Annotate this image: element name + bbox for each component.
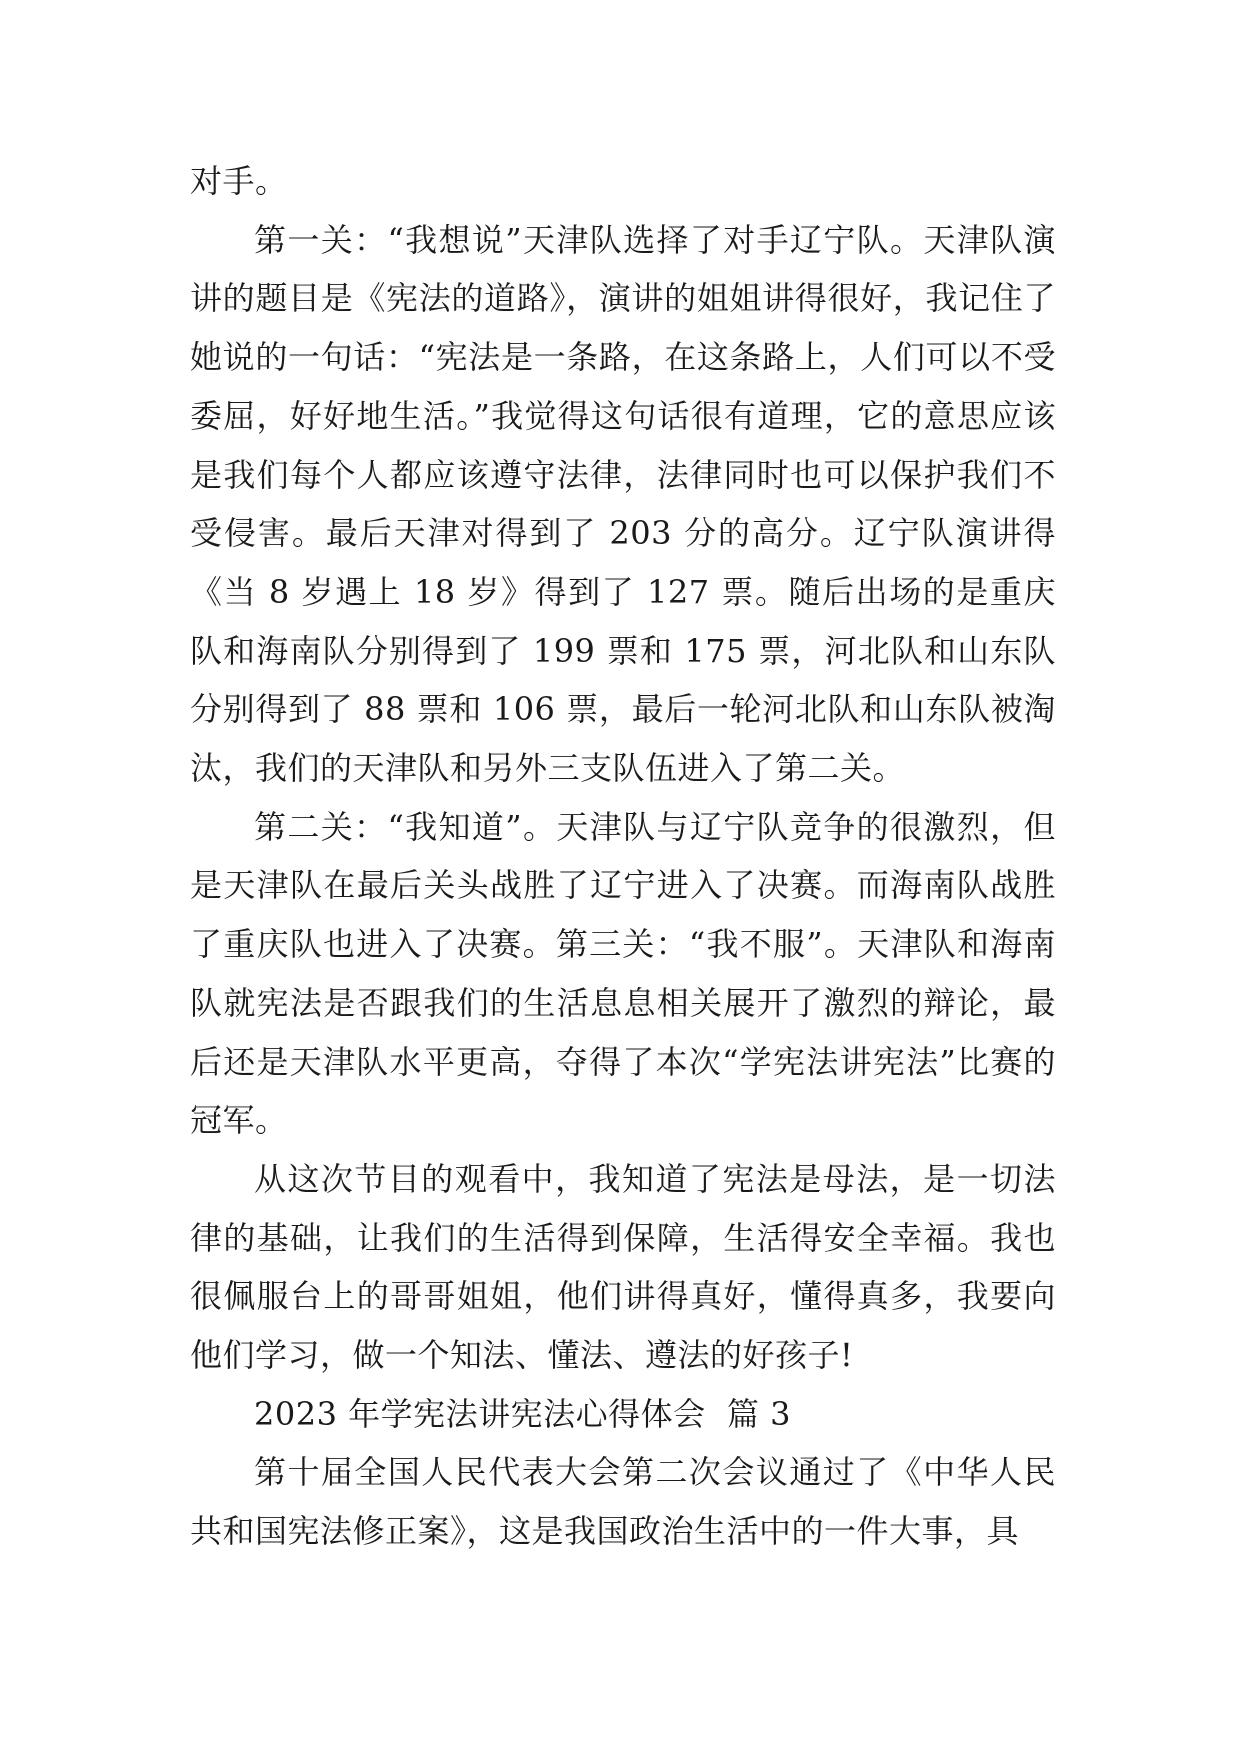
section-heading: 2023 年学宪法讲宪法心得体会 篇 3 xyxy=(254,1394,791,1433)
paragraph-conclusion: 从这次节目的观看中，我知道了宪法是母法，是一切法律的基础，让我们的生活得到保障，生活得安全幸福。我也很佩服台上的哥哥姐姐，他们讲得真好，懂得真多，我要向他们学习，做一个知法、懂法、遵法的好孩子! xyxy=(190,1159,1056,1375)
paragraph-continuation: 对手。 xyxy=(190,162,288,200)
paragraph-round-two-three: 第二关：“我知道”。天津队与辽宁队竞争的很激烈，但是天津队在最后关头战胜了辽宁进入了决赛。而海南队战胜了重庆队也进入了决赛。第三关：“我不服”。天津队和海南队就宪法是否跟我们的生活息息相关展开了激烈的辩论，最后还是天津队水平更高，夺得了本次“学宪法讲宪法”比赛的冠军。 xyxy=(190,807,1056,1140)
paragraph-section-three-intro: 第十届全国人民代表大会第二次会议通过了《中华人民共和国宪法修正案》，这是我国政治生活中的一件大事，具 xyxy=(190,1453,1056,1551)
paragraph-round-one: 第一关：“我想说”天津队选择了对手辽宁队。天津队演讲的题目是《宪法的道路》，演讲的姐姐讲得很好，我记住了她说的一句话：“宪法是一条路，在这条路上，人们可以不受委屈，好好地生活。”我觉得这句话很有道理，它的意思应该是我们每个人都应该遵守法律，法律同时也可以保护我们不受侵害。最后天津对得到了 203 分的高分。辽宁队演讲得《当 8 岁遇上 18 岁》得到了 127 票。随后出场的是重庆队和海南队分别得到了 199 票和 175 票，河北队和山东队分别得到了 88 票和 106 票，最后一轮河北队和山东队被淘汰，我们的天津队和另外三支队伍进入了第二关。 xyxy=(190,220,1056,788)
document-body xyxy=(190,152,1056,1561)
